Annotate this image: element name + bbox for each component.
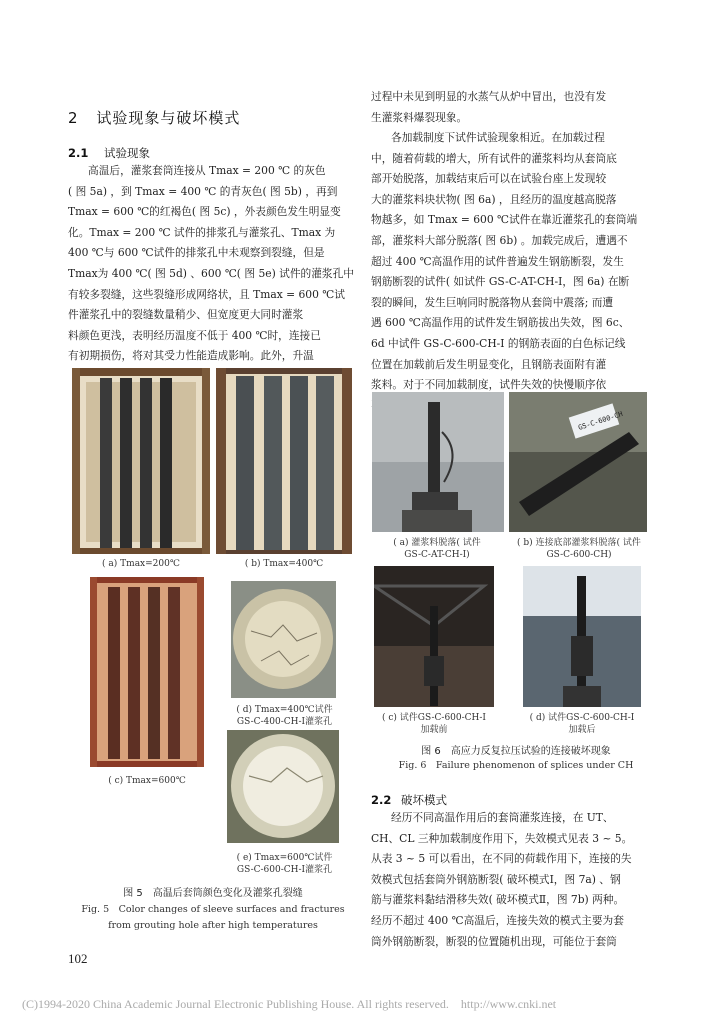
- specimen-label: GS-C-600-CH: [577, 410, 624, 432]
- section-heading: [68, 107, 240, 128]
- text-line: 钢筋断裂的试件( 如试件 GS-C-AT-CH-I，图 6a) 在断: [371, 275, 630, 289]
- photo-sleeve-600c: [90, 577, 204, 767]
- fig6-subcaption-c-line2: 加载前: [420, 725, 448, 735]
- fig5-subcaption-e: [222, 852, 347, 876]
- page-number: 102: [68, 951, 88, 966]
- text-line: Tmax = 600 ℃的红褐色( 图 5c) ，外表颜色发生明显变: [68, 205, 341, 219]
- fig6-subcaption-c: [368, 712, 500, 736]
- text-line: 筋与灌浆料黏结滑移失效( 破坏模式Ⅱ，图 7b) 两种。: [371, 893, 625, 907]
- text-line: 物越多，如 Tmax = 600 ℃试件在靠近灌浆孔的套筒端: [371, 213, 638, 227]
- subsection-heading: [371, 792, 447, 808]
- fig6-caption-en: Fig. 6 Failure phenomenon of splices under CH: [398, 760, 634, 771]
- right-body-paragraph-2: [371, 128, 661, 416]
- text-line: 过程中未见到明显的水蒸气从炉中冒出，也没有发: [371, 90, 607, 103]
- text-line: Tmax为 400 ℃( 图 5d) 、600 ℃( 图 5e) 试件的灌浆孔中: [68, 266, 354, 280]
- text-line: 裂的瞬间，发生巨响同时脱落物从套筒中震落; 而遭: [371, 295, 614, 309]
- text-line: 有较多裂缝，这些裂缝形成网络状，且 Tmax = 600 ℃试: [68, 287, 345, 301]
- right-body-paragraph-1: [371, 87, 661, 128]
- text-line: 高温后，灌浆套筒连接从 Tmax = 200 ℃ 的灰色: [88, 164, 326, 177]
- fig5-subcaption-d: [222, 704, 347, 728]
- fig5-caption-en-line1: Fig. 5 Color changes of sleeve surfaces and fractures: [81, 904, 345, 915]
- text-line: 大的灌浆料块状物( 图 6a) ，且经历的温度越高脱落: [371, 192, 617, 206]
- fig6-subcaption-d-line1: ( d) 试件GS-C-600-CH-I: [529, 713, 635, 723]
- fig5-caption: 图 5 高温后套筒颜色变化及灌浆孔裂缝: [123, 888, 303, 899]
- photo-after-loading: [523, 566, 641, 707]
- subsection-number: 2.2: [371, 793, 392, 807]
- left-body-paragraph: [68, 161, 358, 367]
- text-line: 各加载制度下试件试验现象相近。在加载过程: [391, 131, 605, 144]
- text-line: 筒外钢筋断裂，断裂的位置随机出现，可能位于套筒: [371, 934, 617, 948]
- text-line: 中，随着荷载的增大，所有试件的灌浆料均从套筒底: [371, 151, 617, 165]
- fig5-subcaption-e-line1: ( e) Tmax=600℃试件: [236, 853, 333, 863]
- fig5-subcaption-a: ( a) Tmax=200℃: [102, 559, 180, 569]
- fig6-subcaption-a: [367, 537, 507, 561]
- fig5-subcaption-c: ( c) Tmax=600℃: [108, 776, 186, 786]
- text-line: 经历不超过 400 ℃高温后，连接失效的模式主要为套: [371, 913, 624, 927]
- text-line: ( 图 5a) ，到 Tmax = 400 ℃ 的青灰色( 图 5b) ，再到: [68, 184, 338, 198]
- text-line: 400 ℃与 600 ℃试件的排浆孔中未观察到裂缝，但是: [68, 246, 325, 260]
- text-line: 6d 中试件 GS-C-600-CH-I 的钢筋表面的白色标记线: [371, 336, 626, 350]
- text-line: CH、CL 三种加载制度作用下，失效模式见表 3 ~ 5。: [371, 831, 633, 845]
- copyright-footer: (C)1994-2020 China Academic Journal Electronic Publishing House. All rights reserved. http://www.cnki.net: [22, 997, 557, 1011]
- text-line: 效模式包括套筒外钢筋断裂( 破坏模式Ⅰ，图 7a) 、钢: [371, 872, 621, 886]
- subsection-heading: [68, 145, 150, 161]
- fig5-subcaption-e-line2: GS-C-600-CH-I灌浆孔: [236, 865, 333, 875]
- fig6-subcaption-a-line2: GS-C-AT-CH-I): [404, 550, 470, 560]
- text-line: 部开始脱落，加载结束后可以在试验台座上发现较: [371, 172, 607, 186]
- text-line: 料颜色更浅，表明经历温度不低于 400 ℃时，连接已: [68, 328, 321, 342]
- text-line: 化。Tmax = 200 ℃ 试件的排浆孔与灌浆孔、Tmax 为: [68, 225, 336, 239]
- fig5-caption-en: [68, 902, 358, 934]
- photo-before-loading: [374, 566, 494, 707]
- text-line: 从表 3 ~ 5 可以看出，在不同的荷载作用下，连接的失: [371, 852, 632, 866]
- section-title: 试验现象与破坏模式: [96, 109, 241, 127]
- fig6-caption: 图 6 高应力反复拉压试验的连接破坏现象: [421, 746, 611, 757]
- text-line: 位置在加载前后发生明显变化，且钢筋表面附有灌: [371, 357, 607, 371]
- fig6-subcaption-a-line1: ( a) 灌浆料脱落( 试件: [393, 538, 481, 548]
- section-number: 2: [68, 109, 79, 127]
- fig5-caption-en-line2: from grouting hole after high temperatures: [108, 920, 318, 931]
- photo-grout-fall-off-bottom: [509, 392, 647, 532]
- subsection-number: 2.1: [68, 146, 89, 160]
- photo-sleeve-200c: [72, 368, 210, 554]
- photo-grout-hole-400c: [231, 581, 336, 698]
- text-line: 件灌浆孔中的裂缝数量稍少、但宽度更大同时灌浆: [68, 308, 304, 322]
- text-line: 有初期损伤，将对其受力性能造成影响。此外，升温: [68, 349, 314, 363]
- fig6-subcaption-b-line1: ( b) 连接底部灌浆料脱落( 试件: [517, 538, 641, 548]
- photo-grout-fall-off: [372, 392, 504, 532]
- fig6-subcaption-b-line2: GS-C-600-CH): [546, 550, 612, 560]
- fig5-subcaption-d-line2: GS-C-400-CH-I灌浆孔: [236, 717, 333, 727]
- fig6-subcaption-c-line1: ( c) 试件GS-C-600-CH-I: [382, 713, 486, 723]
- fig6-subcaption-d: [516, 712, 648, 736]
- subsection-title: 破坏模式: [401, 793, 448, 807]
- text-line: 超过 400 ℃高温作用的试件普遍发生钢筋断裂，发生: [371, 254, 624, 268]
- subsection-title: 试验现象: [104, 146, 151, 160]
- photo-sleeve-400c: [216, 368, 352, 554]
- fig5-subcaption-b: ( b) Tmax=400℃: [244, 559, 324, 569]
- fig6-subcaption-d-line2: 加载后: [568, 725, 596, 735]
- fig5-subcaption-d-line1: ( d) Tmax=400℃试件: [236, 705, 333, 715]
- right-body-paragraph-3: [371, 808, 661, 952]
- text-line: 遇 600 ℃高温作用的试件发生钢筋拔出失效，图 6c、: [371, 316, 630, 330]
- text-line: 浆料。对于不同加载制度，试件失效的快慢顺序依: [371, 378, 607, 392]
- photo-grout-hole-600c: [227, 730, 339, 843]
- text-line: 部，灌浆料大部分脱落( 图 6b) 。加载完成后，遭遇不: [371, 233, 628, 247]
- fig6-subcaption-b: [504, 537, 654, 561]
- text-line: 经历不同高温作用后的套筒灌浆连接，在 UT、: [391, 811, 614, 824]
- text-line: 生灌浆料爆裂现象。: [371, 110, 468, 124]
